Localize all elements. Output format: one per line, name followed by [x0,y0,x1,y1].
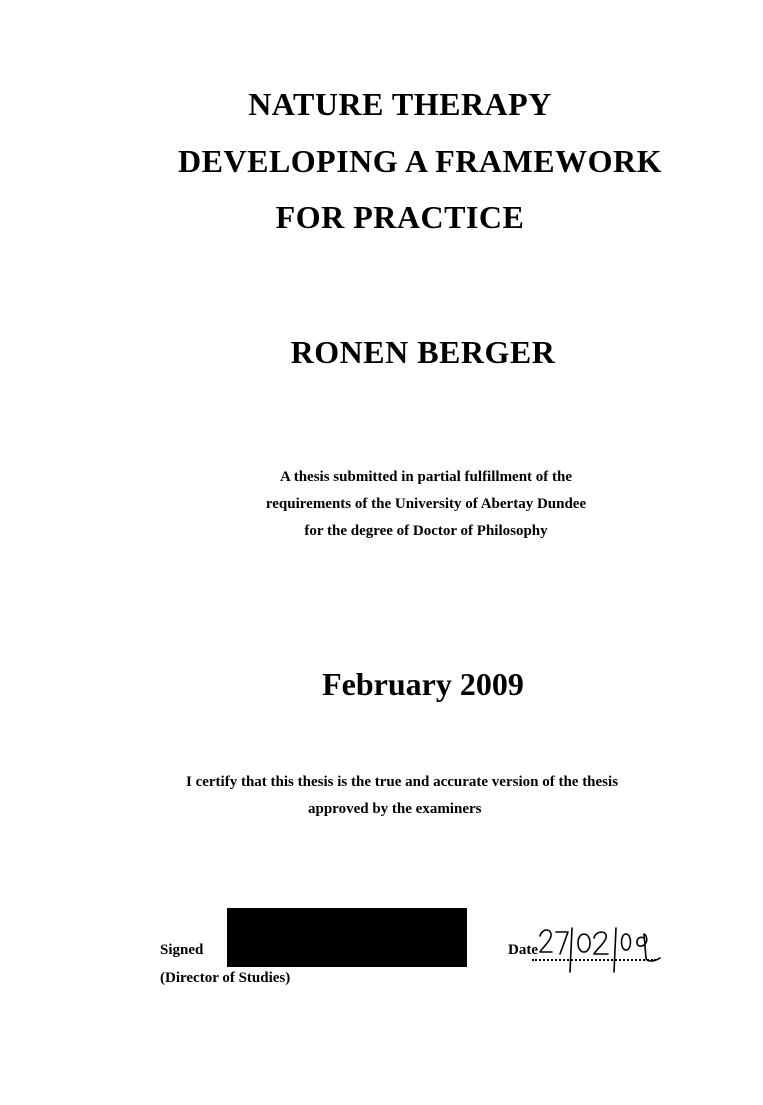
submission-line-2: requirements of the University of Abertay Dundee [265,496,587,512]
certification-line-1: I certify that this thesis is the true and accurate version of the thesis [186,774,619,790]
redacted-signature [227,908,467,967]
title-line-3: FOR PRACTICE [275,199,525,235]
handwritten-date [536,918,676,974]
submission-line-1: A thesis submitted in partial fulfillment of the [279,469,573,485]
submission-line-3: for the degree of Doctor of Philosophy [304,523,548,539]
submission-date: February 2009 [322,666,524,702]
director-of-studies-label: (Director of Studies) [160,970,291,986]
certification-line-2: approved by the examiners [308,801,482,817]
author-name: RONEN BERGER [290,334,556,370]
title-line-2: DEVELOPING A FRAMEWORK [178,143,662,179]
title-line-1: NATURE THERAPY [248,86,552,122]
signed-label: Signed [160,942,204,958]
date-label: Date [508,942,538,958]
